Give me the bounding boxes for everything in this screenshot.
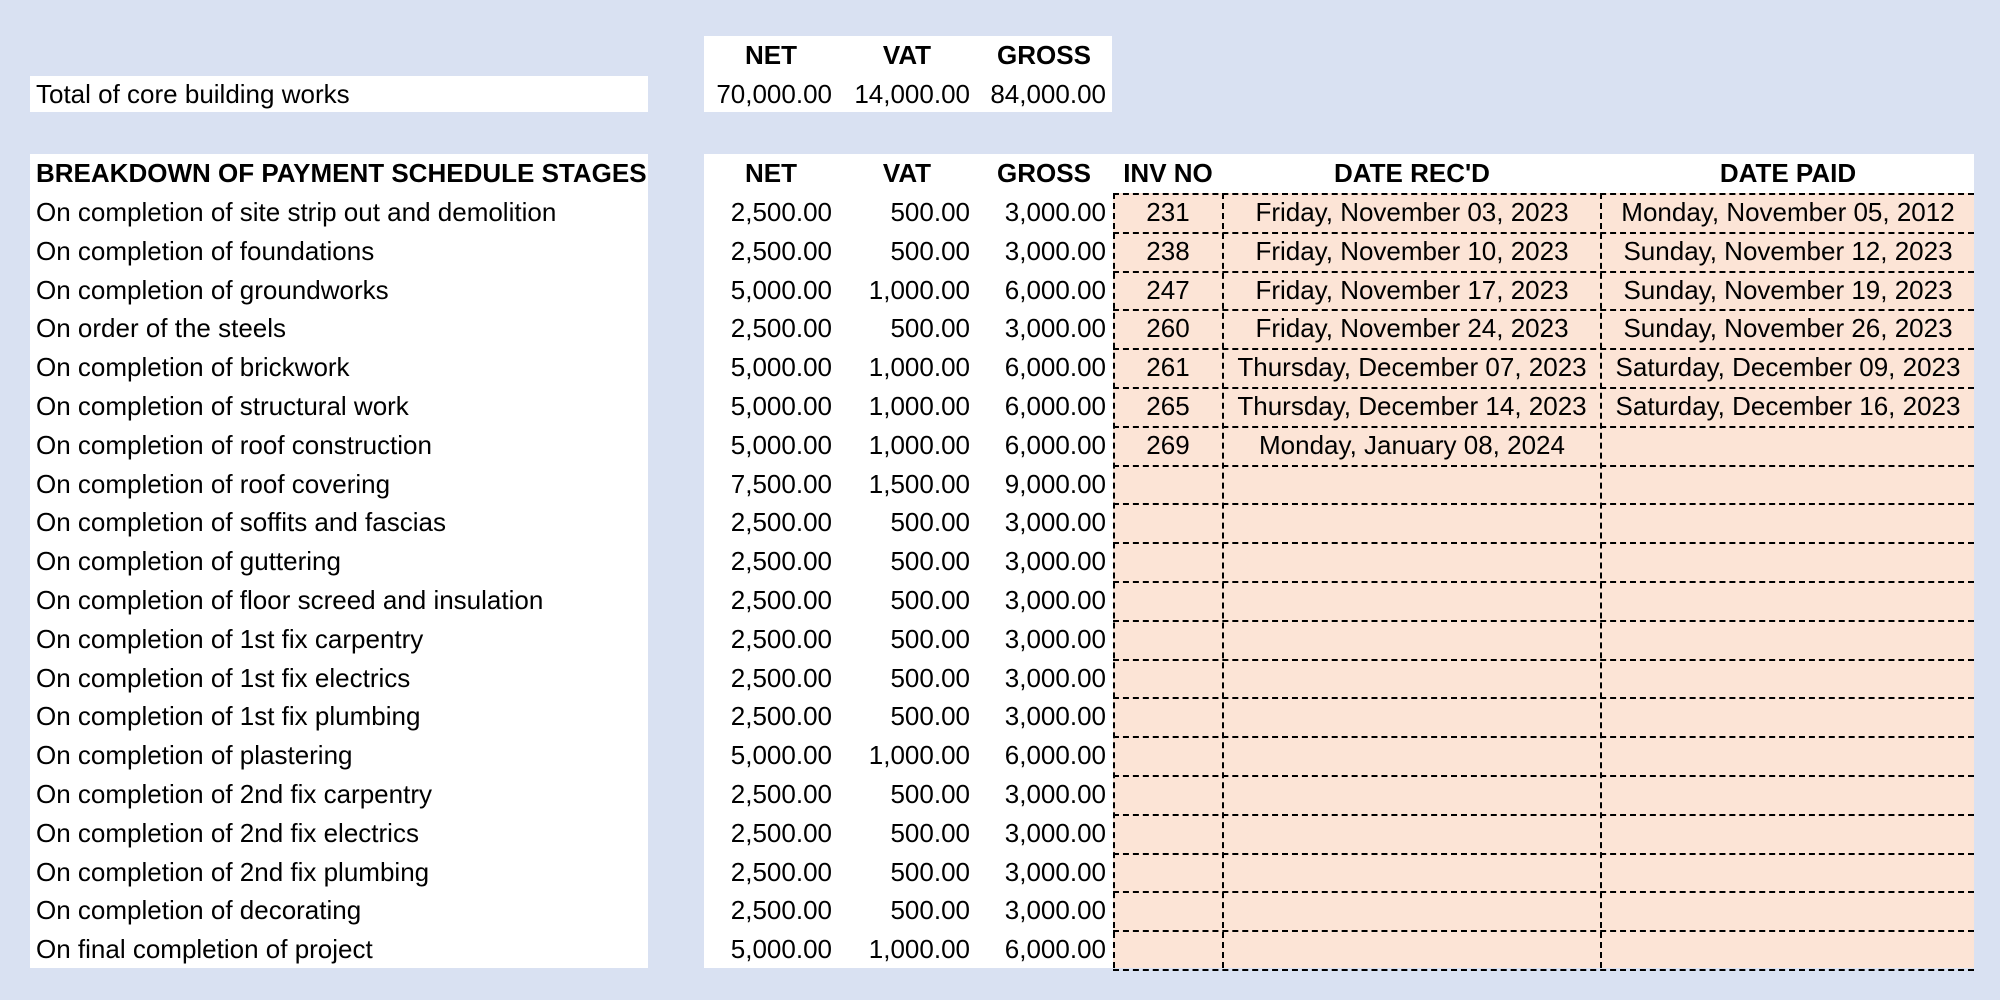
stage-vat[interactable]: 1,000.00 bbox=[868, 275, 970, 305]
stage-gross[interactable]: 6,000.00 bbox=[1004, 430, 1106, 460]
summary-label: Total of core building works bbox=[36, 79, 350, 109]
date-received-cell[interactable]: Friday, November 10, 2023 bbox=[1255, 236, 1569, 266]
stage-name: On completion of plastering bbox=[36, 740, 353, 770]
stage-name: On completion of groundworks bbox=[36, 275, 389, 305]
date-paid-cell[interactable] bbox=[1602, 503, 1974, 542]
stage-net[interactable]: 5,000.00 bbox=[730, 275, 832, 305]
stage-gross[interactable]: 3,000.00 bbox=[1004, 663, 1106, 693]
stage-vat[interactable]: 1,000.00 bbox=[868, 391, 970, 421]
date-paid-cell[interactable]: Sunday, November 19, 2023 bbox=[1623, 275, 1953, 305]
date-paid-cell[interactable] bbox=[1602, 736, 1974, 775]
stage-gross[interactable]: 3,000.00 bbox=[1004, 197, 1106, 227]
stage-vat[interactable]: 500.00 bbox=[890, 857, 970, 887]
stage-vat[interactable]: 1,500.00 bbox=[868, 469, 970, 499]
date-received-cell[interactable] bbox=[1222, 659, 1602, 698]
stage-name: On completion of 2nd fix plumbing bbox=[36, 857, 430, 887]
date-paid-cell[interactable]: Saturday, December 09, 2023 bbox=[1615, 352, 1961, 382]
stage-net[interactable]: 2,500.00 bbox=[730, 313, 832, 343]
date-received-cell[interactable] bbox=[1222, 775, 1602, 814]
summary-net[interactable]: 70,000.00 bbox=[716, 79, 832, 109]
stage-gross[interactable]: 3,000.00 bbox=[1004, 585, 1106, 615]
stage-gross[interactable]: 3,000.00 bbox=[1004, 507, 1106, 537]
date-paid-cell[interactable]: Saturday, December 16, 2023 bbox=[1615, 391, 1961, 421]
stage-vat[interactable]: 500.00 bbox=[890, 236, 970, 266]
stage-name: On order of the steels bbox=[36, 313, 287, 343]
invoice-number-cell[interactable]: 231 bbox=[1146, 197, 1190, 227]
date-paid-cell[interactable] bbox=[1602, 581, 1974, 620]
date-paid-cell[interactable] bbox=[1602, 542, 1974, 581]
schedule-header-gross: GROSS bbox=[997, 158, 1091, 188]
stage-name: On completion of site strip out and demolition bbox=[36, 197, 557, 227]
date-received-cell[interactable]: Thursday, December 14, 2023 bbox=[1237, 391, 1587, 421]
date-received-cell[interactable] bbox=[1222, 620, 1602, 659]
stage-vat[interactable]: 1,000.00 bbox=[868, 352, 970, 382]
invoice-number-cell[interactable] bbox=[1114, 891, 1222, 930]
date-received-cell[interactable]: Thursday, December 07, 2023 bbox=[1237, 352, 1587, 382]
invoice-number-cell[interactable] bbox=[1114, 542, 1222, 581]
stage-name: On completion of decorating bbox=[36, 895, 362, 925]
stage-vat[interactable]: 1,000.00 bbox=[868, 740, 970, 770]
stage-vat[interactable]: 500.00 bbox=[890, 895, 970, 925]
stage-gross[interactable]: 6,000.00 bbox=[1004, 934, 1106, 964]
stage-net[interactable]: 2,500.00 bbox=[730, 236, 832, 266]
invoice-number-cell[interactable] bbox=[1114, 620, 1222, 659]
stage-net[interactable]: 2,500.00 bbox=[730, 701, 832, 731]
date-paid-cell[interactable]: Monday, November 05, 2012 bbox=[1621, 197, 1955, 227]
stage-name: On completion of foundations bbox=[36, 236, 375, 266]
date-paid-cell[interactable] bbox=[1602, 930, 1974, 969]
schedule-header-vat: VAT bbox=[882, 158, 932, 188]
invoice-number-cell[interactable] bbox=[1114, 775, 1222, 814]
stage-net[interactable]: 5,000.00 bbox=[730, 352, 832, 382]
date-received-cell[interactable]: Monday, January 08, 2024 bbox=[1259, 430, 1565, 460]
date-received-cell[interactable] bbox=[1222, 465, 1602, 504]
stage-gross[interactable]: 3,000.00 bbox=[1004, 895, 1106, 925]
stage-net[interactable]: 2,500.00 bbox=[730, 197, 832, 227]
invoice-number-cell[interactable] bbox=[1114, 814, 1222, 853]
summary-header-gross: GROSS bbox=[997, 40, 1091, 70]
stage-name: On completion of 1st fix plumbing bbox=[36, 701, 421, 731]
stage-net[interactable]: 5,000.00 bbox=[730, 391, 832, 421]
date-paid-cell[interactable] bbox=[1602, 465, 1974, 504]
schedule-header-date-paid: DATE PAID bbox=[1719, 158, 1857, 188]
date-paid-cell[interactable] bbox=[1602, 853, 1974, 892]
row-divider bbox=[1113, 969, 1974, 971]
summary-vat[interactable]: 14,000.00 bbox=[854, 79, 970, 109]
stage-net[interactable]: 2,500.00 bbox=[730, 857, 832, 887]
schedule-header-net: NET bbox=[745, 158, 797, 188]
invoice-number-cell[interactable]: 260 bbox=[1146, 313, 1190, 343]
stage-name: On completion of floor screed and insulation bbox=[36, 585, 544, 615]
stage-vat[interactable]: 1,000.00 bbox=[868, 934, 970, 964]
invoice-number-cell[interactable] bbox=[1114, 503, 1222, 542]
invoice-number-cell[interactable] bbox=[1114, 853, 1222, 892]
summary-gross[interactable]: 84,000.00 bbox=[990, 79, 1106, 109]
stage-net[interactable]: 2,500.00 bbox=[730, 779, 832, 809]
date-paid-cell[interactable]: Sunday, November 12, 2023 bbox=[1623, 236, 1953, 266]
stage-gross[interactable]: 3,000.00 bbox=[1004, 313, 1106, 343]
stage-vat[interactable]: 500.00 bbox=[890, 701, 970, 731]
stage-net[interactable]: 2,500.00 bbox=[730, 546, 832, 576]
schedule-header-inv-no: INV NO bbox=[1123, 158, 1213, 188]
invoice-number-cell[interactable] bbox=[1114, 736, 1222, 775]
invoice-number-cell[interactable] bbox=[1114, 659, 1222, 698]
invoice-number-cell[interactable] bbox=[1114, 581, 1222, 620]
stage-name: On completion of soffits and fascias bbox=[36, 507, 446, 537]
date-received-cell[interactable] bbox=[1222, 581, 1602, 620]
stage-vat[interactable]: 1,000.00 bbox=[868, 430, 970, 460]
stage-net[interactable]: 7,500.00 bbox=[730, 469, 832, 499]
stage-gross[interactable]: 9,000.00 bbox=[1004, 469, 1106, 499]
stage-vat[interactable]: 500.00 bbox=[890, 546, 970, 576]
date-received-cell[interactable]: Friday, November 24, 2023 bbox=[1255, 313, 1569, 343]
stage-name: On completion of roof covering bbox=[36, 469, 391, 499]
date-paid-cell[interactable] bbox=[1602, 697, 1974, 736]
stage-net[interactable]: 2,500.00 bbox=[730, 895, 832, 925]
stage-gross[interactable]: 3,000.00 bbox=[1004, 701, 1106, 731]
date-received-cell[interactable] bbox=[1222, 736, 1602, 775]
invoice-number-cell[interactable] bbox=[1114, 930, 1222, 969]
invoice-number-cell[interactable]: 265 bbox=[1146, 391, 1190, 421]
stage-gross[interactable]: 3,000.00 bbox=[1004, 236, 1106, 266]
stage-vat[interactable]: 500.00 bbox=[890, 585, 970, 615]
invoice-number-cell[interactable]: 247 bbox=[1146, 275, 1190, 305]
stage-vat[interactable]: 500.00 bbox=[890, 818, 970, 848]
date-received-cell[interactable] bbox=[1222, 814, 1602, 853]
stage-gross[interactable]: 6,000.00 bbox=[1004, 391, 1106, 421]
invoice-number-cell[interactable] bbox=[1114, 697, 1222, 736]
stage-name: On completion of 2nd fix electrics bbox=[36, 818, 419, 848]
date-paid-cell[interactable] bbox=[1602, 659, 1974, 698]
stage-gross[interactable]: 3,000.00 bbox=[1004, 857, 1106, 887]
stage-net[interactable]: 2,500.00 bbox=[730, 663, 832, 693]
stage-net[interactable]: 5,000.00 bbox=[730, 430, 832, 460]
date-received-cell[interactable] bbox=[1222, 853, 1602, 892]
date-paid-cell[interactable] bbox=[1602, 814, 1974, 853]
summary-header-vat: VAT bbox=[882, 40, 932, 70]
stage-name: On completion of structural work bbox=[36, 391, 409, 421]
stage-vat[interactable]: 500.00 bbox=[890, 507, 970, 537]
date-paid-cell[interactable] bbox=[1602, 891, 1974, 930]
date-paid-cell[interactable] bbox=[1602, 775, 1974, 814]
date-received-cell[interactable]: Friday, November 03, 2023 bbox=[1255, 197, 1569, 227]
stage-vat[interactable]: 500.00 bbox=[890, 779, 970, 809]
invoice-number-cell[interactable]: 238 bbox=[1146, 236, 1190, 266]
summary-header-net: NET bbox=[745, 40, 797, 70]
stage-name: On completion of roof construction bbox=[36, 430, 432, 460]
stage-net[interactable]: 5,000.00 bbox=[730, 934, 832, 964]
date-received-cell[interactable]: Friday, November 17, 2023 bbox=[1255, 275, 1569, 305]
stage-name: On completion of 1st fix carpentry bbox=[36, 624, 424, 654]
stage-net[interactable]: 2,500.00 bbox=[730, 624, 832, 654]
invoice-number-cell[interactable]: 261 bbox=[1146, 352, 1190, 382]
stage-net[interactable]: 2,500.00 bbox=[730, 818, 832, 848]
stage-net[interactable]: 2,500.00 bbox=[730, 585, 832, 615]
stage-vat[interactable]: 500.00 bbox=[890, 313, 970, 343]
stage-name: On completion of 2nd fix carpentry bbox=[36, 779, 432, 809]
date-paid-cell[interactable] bbox=[1602, 426, 1974, 465]
stage-name: On final completion of project bbox=[36, 934, 373, 964]
date-received-cell[interactable] bbox=[1222, 930, 1602, 969]
stage-gross[interactable]: 6,000.00 bbox=[1004, 352, 1106, 382]
stage-gross[interactable]: 3,000.00 bbox=[1004, 624, 1106, 654]
stage-net[interactable]: 2,500.00 bbox=[730, 507, 832, 537]
stage-gross[interactable]: 6,000.00 bbox=[1004, 275, 1106, 305]
date-paid-cell[interactable]: Sunday, November 26, 2023 bbox=[1623, 313, 1953, 343]
date-received-cell[interactable] bbox=[1222, 503, 1602, 542]
stage-vat[interactable]: 500.00 bbox=[890, 663, 970, 693]
date-received-cell[interactable] bbox=[1222, 542, 1602, 581]
stage-vat[interactable]: 500.00 bbox=[890, 624, 970, 654]
invoice-number-cell[interactable]: 269 bbox=[1146, 430, 1190, 460]
stage-gross[interactable]: 6,000.00 bbox=[1004, 740, 1106, 770]
stage-name: On completion of brickwork bbox=[36, 352, 350, 382]
invoice-number-cell[interactable] bbox=[1114, 465, 1222, 504]
schedule-header-date-recd: DATE REC'D bbox=[1334, 158, 1490, 188]
date-paid-cell[interactable] bbox=[1602, 620, 1974, 659]
date-received-cell[interactable] bbox=[1222, 891, 1602, 930]
stage-net[interactable]: 5,000.00 bbox=[730, 740, 832, 770]
stage-vat[interactable]: 500.00 bbox=[890, 197, 970, 227]
schedule-title: BREAKDOWN OF PAYMENT SCHEDULE STAGES bbox=[36, 158, 647, 188]
stage-name: On completion of 1st fix electrics bbox=[36, 663, 411, 693]
stage-name: On completion of guttering bbox=[36, 546, 341, 576]
stage-gross[interactable]: 3,000.00 bbox=[1004, 818, 1106, 848]
stage-gross[interactable]: 3,000.00 bbox=[1004, 779, 1106, 809]
stage-gross[interactable]: 3,000.00 bbox=[1004, 546, 1106, 576]
date-received-cell[interactable] bbox=[1222, 697, 1602, 736]
